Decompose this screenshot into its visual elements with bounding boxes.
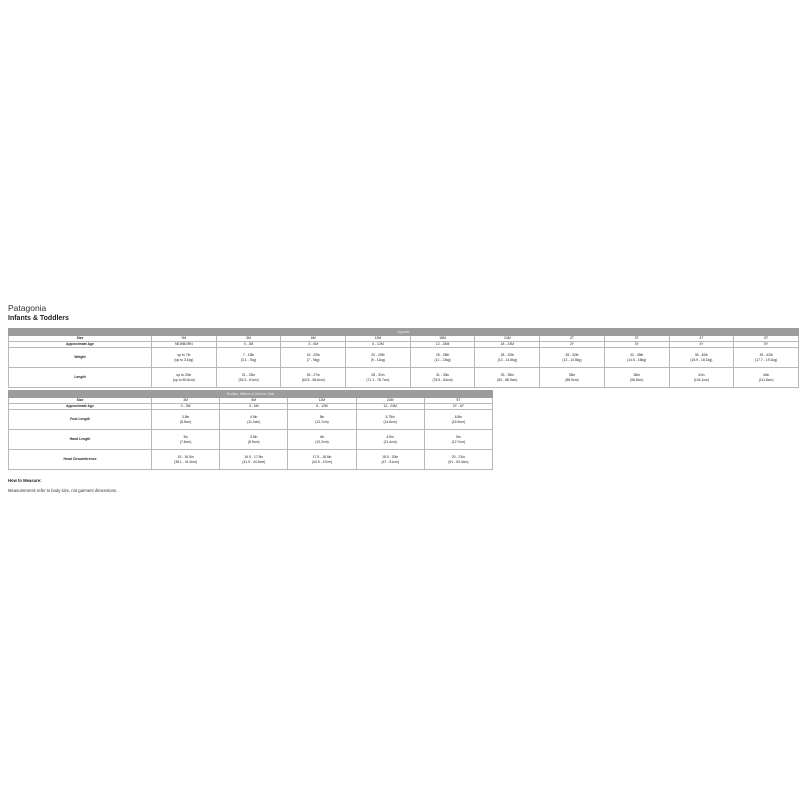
weight-cell <box>604 348 669 368</box>
size-cell: 5T <box>424 398 492 404</box>
measurement-note: Measurements refer to body size, not garment dimensions. <box>8 488 118 493</box>
value-imperial: up to 7lb <box>177 353 191 358</box>
row-label: Size <box>9 336 152 342</box>
value-metric: (78.5 - 84cm) <box>432 377 453 382</box>
age-cell: 4Y <box>669 342 734 348</box>
hand-length-cell <box>288 430 356 450</box>
value-imperial: 3in <box>183 435 188 440</box>
value-metric: (41.9 - 44.5cm) <box>242 459 266 464</box>
apparel-section-header: Apparel <box>9 329 799 336</box>
value-imperial: 16.5 - 17.5in <box>244 455 264 460</box>
size-cell: 0M <box>152 336 217 342</box>
value-metric: (up to 50.8cm) <box>172 377 195 382</box>
foot-length-cell <box>288 410 356 430</box>
length-cell <box>216 368 281 388</box>
value-imperial: 5.75in <box>385 415 395 420</box>
value-imperial: 28 - 32lb <box>565 353 579 358</box>
size-cell: 4T <box>669 336 734 342</box>
foot-length-row <box>9 410 493 430</box>
length-cell <box>734 368 799 388</box>
value-imperial: 39 - 42lb <box>759 353 773 358</box>
value-imperial: 5in <box>319 415 325 420</box>
value-metric: (13 - 14.5kg) <box>497 357 517 362</box>
age-cell: 3 - 6M <box>281 342 346 348</box>
value-metric: (8.9cm) <box>179 419 192 424</box>
value-imperial: 20 - 21in <box>451 455 465 460</box>
value-metric: (53.3 - 61cm) <box>238 377 259 382</box>
accessories-section-header: Booties, Mittens & Gloves, Hats <box>9 391 493 398</box>
hand-length-cell <box>356 430 424 450</box>
value-imperial: 33 - 35in <box>500 373 514 378</box>
size-cell: 18M <box>410 336 475 342</box>
value-metric: (15.9 - 18.1kg) <box>690 357 713 362</box>
hand-length-cell <box>220 430 288 450</box>
value-metric: (3.1 - 7kg) <box>240 357 257 362</box>
foot-length-cell <box>356 410 424 430</box>
value-metric: (12.7cm) <box>451 439 466 444</box>
length-cell <box>152 368 217 388</box>
weight-row <box>9 348 799 368</box>
value-metric: (13 - 14.5kg) <box>562 357 582 362</box>
age-cell: 0 - 3M <box>216 342 281 348</box>
value-metric: (17.7 - 19.1kg) <box>755 357 778 362</box>
value-metric: (8.9cm) <box>248 439 260 444</box>
how-to-measure-heading: How to Measure: <box>8 478 42 483</box>
age-cell: 18 - 24M <box>475 342 540 348</box>
weight-cell <box>152 348 217 368</box>
length-cell <box>281 368 346 388</box>
size-cell: 12M <box>288 398 356 404</box>
value-imperial: 15 - 20lb <box>306 353 320 358</box>
apparel-size-table <box>8 328 799 388</box>
age-cell: NEWBORN <box>152 342 217 348</box>
row-label: Size <box>9 398 152 404</box>
value-imperial: 20 - 25lb <box>371 353 385 358</box>
accessories-size-table <box>8 390 493 470</box>
size-cell: 3M <box>152 398 220 404</box>
brand-name: Patagonia <box>8 303 47 313</box>
weight-cell <box>410 348 475 368</box>
head-circumference-cell <box>288 450 356 470</box>
size-cell: 24M <box>475 336 540 342</box>
value-imperial: 28 - 32lb <box>500 353 514 358</box>
value-imperial: 25 - 27in <box>306 373 320 378</box>
head-circumference-row <box>9 450 493 470</box>
head-circumference-cell <box>356 450 424 470</box>
row-label: Approximate Age <box>9 404 152 410</box>
value-metric: (84 - 88.9cm) <box>497 377 518 382</box>
head-circumference-cell <box>220 450 288 470</box>
value-imperial: 28 - 31in <box>371 373 385 378</box>
age-cell: 12 - 24M <box>356 404 424 410</box>
value-imperial: 35 - 40lb <box>694 353 708 358</box>
value-imperial: 25 - 28lb <box>435 353 450 358</box>
value-imperial: 31 - 33in <box>435 373 450 378</box>
size-cell: 3M <box>216 336 281 342</box>
value-imperial: 3.5in <box>250 435 258 440</box>
row-label: Hand Length <box>9 430 152 450</box>
size-cell: 6M <box>220 398 288 404</box>
value-imperial: 3.5in <box>181 415 190 420</box>
row-label: Weight <box>9 348 152 368</box>
hand-length-cell <box>424 430 492 450</box>
value-imperial: 4in <box>319 435 325 440</box>
weight-cell <box>734 348 799 368</box>
value-imperial: 44in <box>762 373 770 378</box>
hand-length-row <box>9 430 493 450</box>
value-metric: (104.1cm) <box>693 377 709 382</box>
length-cell <box>410 368 475 388</box>
head-circumference-cell <box>152 450 220 470</box>
length-cell <box>669 368 734 388</box>
value-metric: (88.9cm) <box>565 377 579 382</box>
page-subtitle: Infants & Toddlers <box>8 315 69 322</box>
value-imperial: 4.5in <box>386 435 394 440</box>
weight-cell <box>281 348 346 368</box>
value-metric: (38.1 - 41.9cm) <box>174 459 198 464</box>
length-cell <box>346 368 411 388</box>
foot-length-cell <box>220 410 288 430</box>
value-metric: (96.5cm) <box>629 377 644 382</box>
value-metric: (51 - 53.3cm) <box>448 459 469 464</box>
foot-length-cell <box>424 410 492 430</box>
value-metric: (11 - 13kg) <box>434 357 451 362</box>
length-cell <box>540 368 605 388</box>
row-label: Foot Length <box>9 410 152 430</box>
value-metric: (14.5 - 16kg) <box>627 357 647 362</box>
length-cell <box>475 368 540 388</box>
value-metric: (11.4cm) <box>247 419 261 424</box>
value-metric: (71.1 - 78.7cm) <box>366 377 390 382</box>
size-cell: 5T <box>734 336 799 342</box>
value-metric: (63.5 - 68.6cm) <box>301 377 325 382</box>
age-cell: 0 - 3M <box>152 404 220 410</box>
row-label: Approximate Age <box>9 342 152 348</box>
size-cell: 12M <box>346 336 411 342</box>
head-circumference-cell <box>424 450 492 470</box>
value-metric: (9 - 11kg) <box>370 357 386 362</box>
age-cell: 2Y <box>540 342 605 348</box>
value-metric: (16.5cm) <box>451 419 466 424</box>
value-metric: (7 - 9kg) <box>306 357 320 362</box>
value-imperial: 35in <box>568 373 576 378</box>
value-imperial: 6.5in <box>454 415 463 420</box>
hand-length-cell <box>152 430 220 450</box>
size-cell: 2T <box>540 336 605 342</box>
value-metric: (44.5 - 47cm) <box>311 459 333 464</box>
row-label: Length <box>9 368 152 388</box>
value-metric: (111.8cm) <box>758 377 774 382</box>
age-cell: 2Y - 5Y <box>424 404 492 410</box>
size-cell: 24M <box>356 398 424 404</box>
value-imperial: 41in <box>698 373 705 378</box>
value-metric: (10.2cm) <box>315 439 329 444</box>
age-cell: 5Y <box>734 342 799 348</box>
value-imperial: 32 - 35lb <box>630 353 644 358</box>
value-metric: (47 - 51cm) <box>381 459 399 464</box>
weight-cell <box>540 348 605 368</box>
value-imperial: 4.5in <box>250 415 258 420</box>
weight-cell <box>475 348 540 368</box>
row-label: Head Circumference <box>9 450 152 470</box>
value-metric: (up to 3.1kg) <box>174 357 194 362</box>
value-metric: (11.4cm) <box>383 439 397 444</box>
value-imperial: 18.5 - 20in <box>382 455 399 460</box>
value-metric: (12.7cm) <box>315 419 329 424</box>
value-metric: (14.6cm) <box>383 419 397 424</box>
value-imperial: 21 - 24in <box>241 373 256 378</box>
value-imperial: 5in <box>456 435 461 440</box>
age-cell: 6 - 12M <box>346 342 411 348</box>
size-cell: 6M <box>281 336 346 342</box>
value-imperial: 7 - 15lb <box>242 353 255 358</box>
value-imperial: 17.5 - 18.5in <box>312 455 332 460</box>
length-row <box>9 368 799 388</box>
length-cell <box>604 368 669 388</box>
size-cell: 3T <box>604 336 669 342</box>
value-imperial: 15 - 16.5in <box>177 455 194 460</box>
weight-cell <box>669 348 734 368</box>
value-metric: (7.6cm) <box>179 439 192 444</box>
value-imperial: up to 20in <box>176 373 192 378</box>
foot-length-cell <box>152 410 220 430</box>
age-cell: 12 - 18M <box>410 342 475 348</box>
value-imperial: 38in <box>633 373 640 378</box>
age-cell: 3 - 6M <box>220 404 288 410</box>
age-cell: 3Y <box>604 342 669 348</box>
weight-cell <box>216 348 281 368</box>
weight-cell <box>346 348 411 368</box>
age-cell: 6 - 12M <box>288 404 356 410</box>
